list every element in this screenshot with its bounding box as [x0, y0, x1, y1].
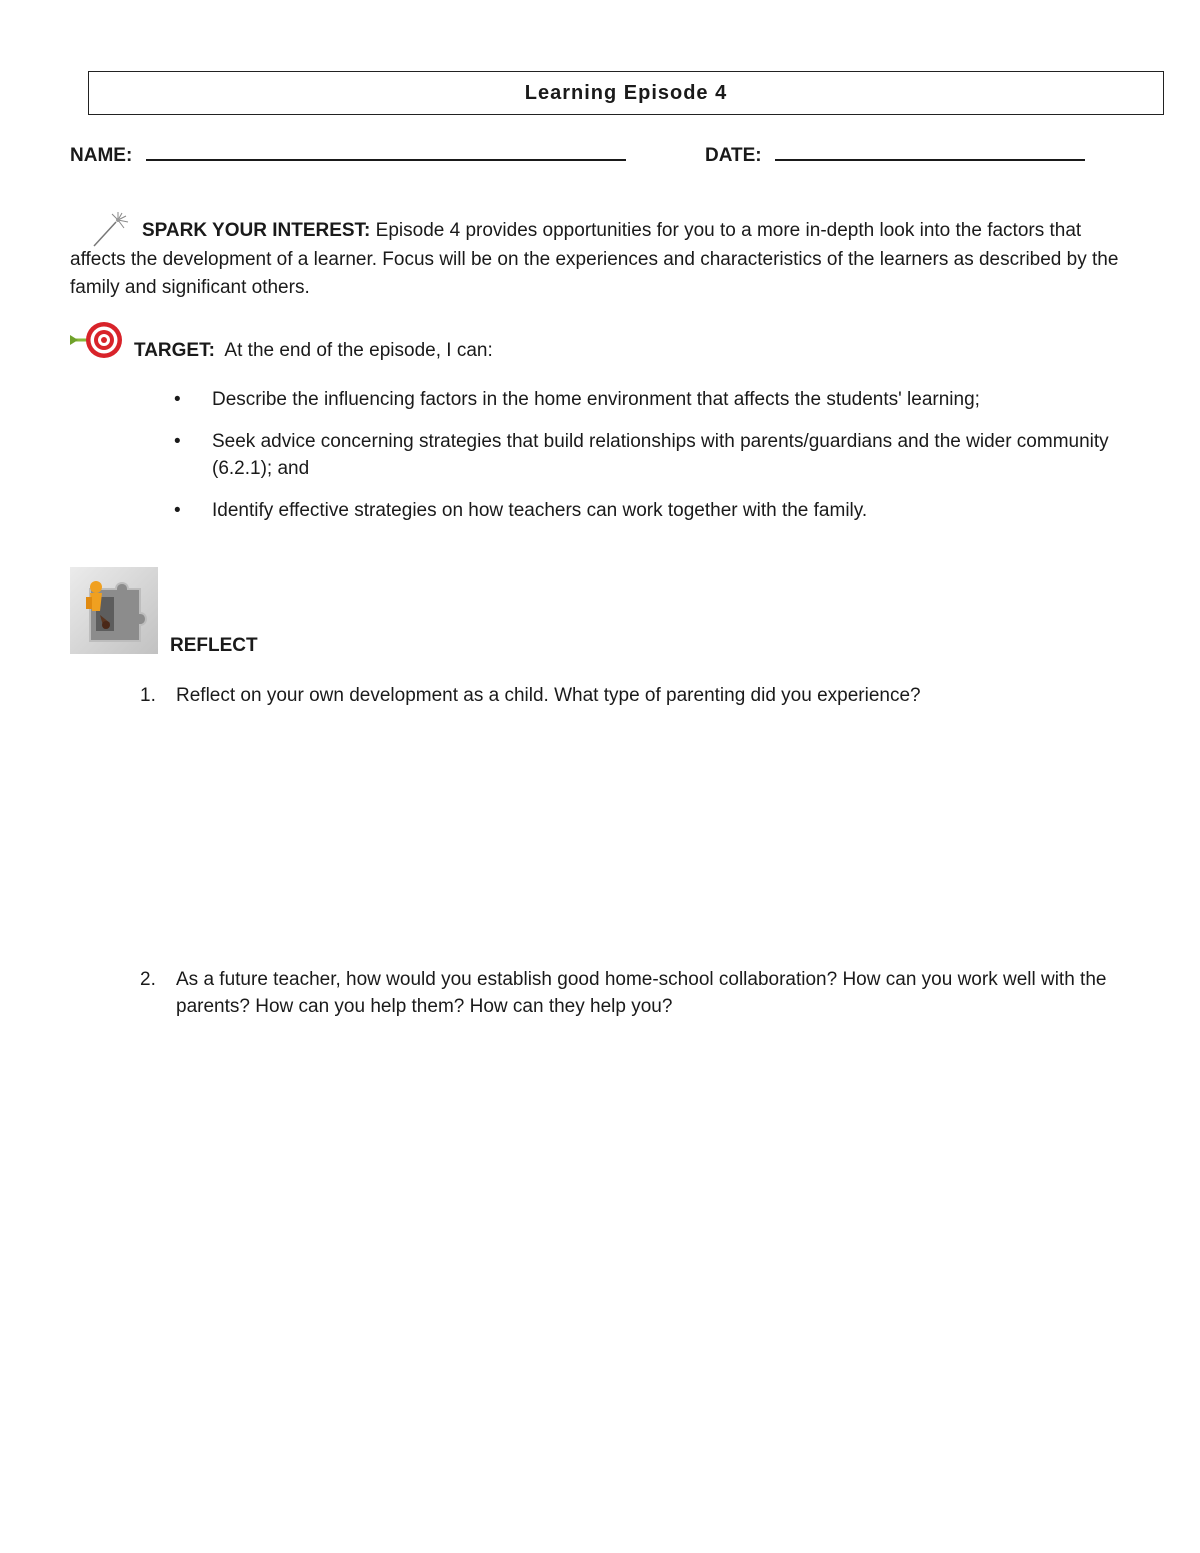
- list-item: • Describe the influencing factors in the home environment that affects the students' learning;: [174, 389, 980, 410]
- date-field: [705, 145, 1085, 167]
- question-text: As a future teacher, how would you establish good home-school collaboration? How can you work well with the parents? How can you help them? How can they help you?: [176, 969, 1107, 1017]
- date-blank-line[interactable]: [775, 158, 1085, 161]
- question-number: 1.: [140, 685, 156, 706]
- question-2: [140, 966, 1140, 1020]
- target-bullet-list: [172, 386, 1142, 539]
- spark-paragraph: [70, 217, 1130, 303]
- name-field: [70, 145, 626, 167]
- question-1: [140, 682, 1140, 709]
- title-box: [88, 71, 1164, 115]
- spark-label: SPARK YOUR INTEREST:: [142, 220, 371, 241]
- name-blank-line[interactable]: [146, 158, 626, 161]
- list-item: • Identify effective strategies on how teachers can work together with the family.: [174, 500, 868, 521]
- question-number: 2.: [140, 969, 156, 990]
- page-title: Learning Episode 4: [524, 81, 728, 104]
- question-text: Reflect on your own development as a child. What type of parenting did you experience?: [176, 685, 921, 706]
- date-label: DATE:: [705, 145, 762, 166]
- list-item: • Seek advice concerning strategies that build relationships with parents/guardians and the wider community (6.2.1); and: [174, 431, 1109, 479]
- target-label: TARGET:: [134, 340, 215, 361]
- spark-text: Episode 4 provides opportunities for you to a more in-depth look into the factors that affects the development of a learner. Focus will be on the experiences and characteristics of the learners as described by the family and significant others.: [70, 220, 1119, 298]
- name-label: NAME:: [70, 145, 133, 166]
- target-line: [134, 340, 493, 362]
- target-text: At the end of the episode, I can:: [214, 340, 493, 361]
- puzzle-piece-icon: [70, 567, 158, 654]
- bullseye-icon: [70, 319, 126, 361]
- reflect-heading: REFLECT: [170, 635, 258, 656]
